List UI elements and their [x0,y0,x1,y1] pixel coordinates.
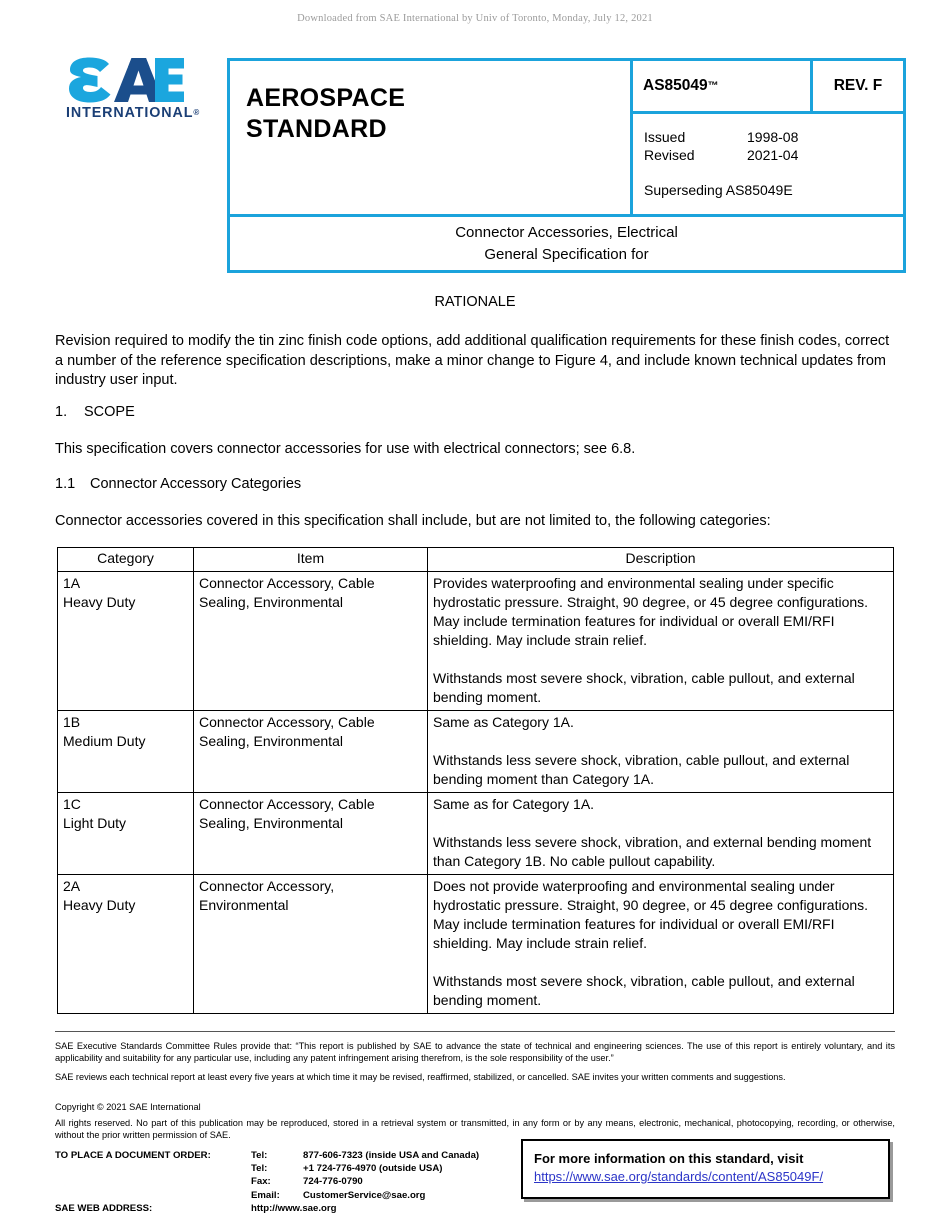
category-duty: Heavy Duty [63,594,136,610]
description-paragraph-1: Same as for Category 1A. [433,796,595,812]
copyright-notice: Copyright © 2021 SAE International [55,1102,201,1112]
order-row [55,1149,525,1162]
subsection-paragraph: Connector accessories covered in this specification shall include, but are not limited to, the following categories: [55,513,771,529]
download-watermark: Downloaded from SAE International by Univ of Toronto, Monday, July 12, 2021 [297,13,653,24]
item-line-1: Connector Accessory, Cable [199,796,375,812]
legal-committee-rules: SAE Executive Standards Committee Rules provide that: “This report is published by SAE to advance the state of technical and engineering sciences. The use of this report is entirely voluntary, and its applicability and suitability for any particular use, including any patent infringement arising therefrom, is the sole responsibility of the user.” [55,1041,895,1063]
column-header-description: Description [428,548,894,572]
category-code: 1C [63,796,81,812]
cell-item [194,711,428,793]
item-line-2: Sealing, Environmental [199,594,343,610]
document-subject-line-1: Connector Accessories, Electrical [455,223,678,241]
sae-logo-icon [66,57,184,103]
table-row [58,711,894,793]
connector-accessory-categories-table [57,547,894,1014]
subsection-heading-label: Connector Accessory Categories [90,476,302,492]
revision-cell: REV. F [833,77,883,94]
document-type-line-1: AEROSPACE [246,84,406,112]
cell-description [428,572,894,711]
contact-key: Fax: [251,1176,271,1188]
cell-item [194,875,428,1014]
category-code: 2A [63,878,81,894]
revised-label: Revised [644,147,695,163]
contact-value: 724-776-0790 [303,1176,363,1188]
document-number: AS85049 [643,77,708,94]
contact-value-email[interactable]: CustomerService@sae.org [303,1189,426,1201]
more-information-text: For more information on this standard, visit [534,1151,804,1166]
web-address-label: SAE WEB ADDRESS: [55,1202,153,1214]
order-row [55,1162,525,1175]
item-line-2: Environmental [199,897,289,913]
registered-icon: ® [193,108,201,117]
description-paragraph-1: Provides waterproofing and environmental sealing under specific hydrostatic pressure. Straight, 90 degree, or 45 degree configurations. May include termination features for individual or overall EMI/RFI shielding. May include strain relief. [433,575,869,648]
contact-key: Email: [251,1189,280,1201]
order-contact-block [55,1149,525,1215]
cell-category [58,711,194,793]
cell-item [194,572,428,711]
description-paragraph-2: Withstands less severe shock, vibration, and external bending moment than Category 1B. No cable pullout capability. [433,834,872,869]
cell-description [428,875,894,1014]
order-label-spacer [55,1175,251,1188]
column-header-category: Category [58,548,194,572]
subsection-heading [55,475,898,495]
scope-heading-label: SCOPE [84,404,135,420]
cell-category [58,793,194,875]
cell-category [58,572,194,711]
contact-key: Tel: [251,1163,268,1175]
category-duty: Heavy Duty [63,897,136,913]
header-docnum-row [633,61,903,114]
header-right-column [633,61,903,214]
category-duty: Medium Duty [63,733,146,749]
cell-description [428,711,894,793]
document-subject-cell [230,214,903,270]
standard-url-link[interactable]: https://www.sae.org/standards/content/AS85049F/ [534,1169,824,1184]
superseding-text: Superseding AS85049E [644,182,793,198]
sae-logo [66,57,201,121]
item-line-2: Sealing, Environmental [199,733,343,749]
header-top-row [230,61,903,214]
item-line-1: Connector Accessory, Cable [199,714,375,730]
header-dates [633,114,903,164]
more-information-box [521,1139,890,1199]
document-type-cell [230,61,633,214]
item-line-2: Sealing, Environmental [199,815,343,831]
footer-divider [55,1031,895,1032]
scope-number: 1. [55,404,68,420]
web-address-value[interactable]: http://www.sae.org [251,1202,337,1214]
description-paragraph-1: Same as Category 1A. [433,714,574,730]
rationale-paragraph: Revision required to modify the tin zinc finish code options, add additional qualification requirements for these finish codes, correct a number of the reference specification descriptions, make a minor change to Figure 4, and include known technical updates from industry user input. [55,333,890,388]
cell-description [428,793,894,875]
description-paragraph-2: Withstands less severe shock, vibration, cable pullout, and external bending moment than Category 1A. [433,752,850,787]
contact-value: +1 724-776-4970 (outside USA) [303,1163,443,1175]
scope-paragraph: This specification covers connector accessories for use with electrical connectors; see 6.8. [55,441,636,457]
order-label: TO PLACE A DOCUMENT ORDER: [55,1150,211,1161]
trademark-icon: ™ [707,80,719,92]
order-row [55,1189,525,1202]
item-line-1: Connector Accessory, [199,878,335,894]
sae-logo-wordmark: INTERNATIONAL® [66,105,201,121]
table-row [58,875,894,1014]
revised-date: 2021-04 [747,147,799,163]
revised-row [644,146,903,164]
item-line-1: Connector Accessory, Cable [199,575,375,591]
order-label-spacer [55,1189,251,1202]
table-header-row [58,548,894,572]
category-code: 1B [63,714,81,730]
issued-row [644,128,903,146]
cell-item [194,793,428,875]
contact-key: Tel: [251,1150,268,1161]
subsection-number: 1.1 [55,476,76,492]
description-paragraph-2: Withstands most severe shock, vibration, cable pullout, and external bending moment. [433,670,855,705]
order-label-spacer [55,1162,251,1175]
table-row [58,793,894,875]
document-header-box [227,58,906,273]
document-number-cell [633,61,813,111]
document-type-line-2: STANDARD [246,115,387,143]
description-paragraph-1: Does not provide waterproofing and environmental sealing under hydrostatic pressure. Straight, 90 degree, or 45 degree configurations. May include termination features for individual or overall EMI/RFI shielding. May include strain relief. [433,878,869,951]
contact-value: 877-606-7323 (inside USA and Canada) [303,1150,480,1161]
order-row [55,1175,525,1188]
scope-heading [55,403,898,423]
description-paragraph-2: Withstands most severe shock, vibration, cable pullout, and external bending moment. [433,973,855,1008]
issued-date: 1998-08 [747,129,799,145]
legal-review-policy: SAE reviews each technical report at least every five years at which time it may be revised, reaffirmed, stabilized, or cancelled. SAE invites your written comments and suggestions. [55,1072,786,1082]
document-subject-line-2: General Specification for [484,245,649,263]
category-duty: Light Duty [63,815,127,831]
web-address-row [55,1202,525,1215]
issued-label: Issued [644,129,686,145]
cell-category [58,875,194,1014]
category-code: 1A [63,575,81,591]
rights-reserved-notice: All rights reserved. No part of this publication may be reproduced, stored in a retrieval system or transmitted, in any form or by any means, electronic, mechanical, photocopying, recording, or otherwise, without the prior written permission of SAE. [55,1118,895,1140]
column-header-item: Item [194,548,428,572]
table-row [58,572,894,711]
rationale-heading: RATIONALE [434,294,516,310]
